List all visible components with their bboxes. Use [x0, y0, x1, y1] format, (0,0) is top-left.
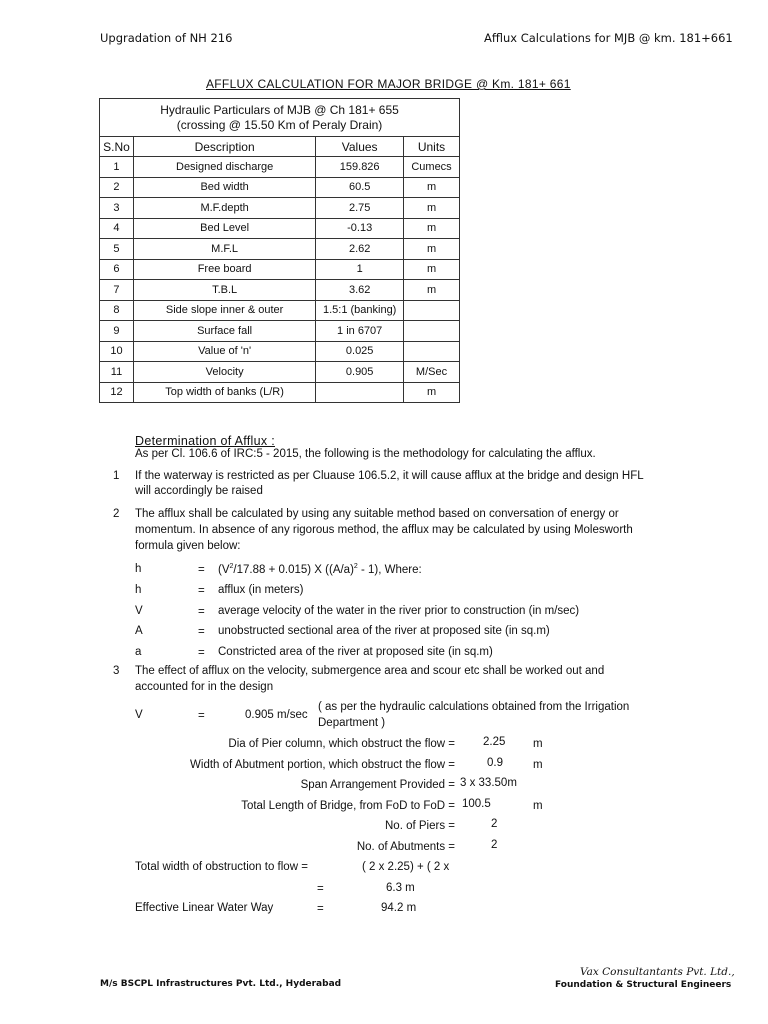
cell-value: 159.826	[316, 157, 404, 178]
item-value: 100.5	[462, 798, 491, 810]
item-label: No. of Piers =	[385, 820, 455, 832]
cell-value	[316, 382, 404, 403]
table-row	[100, 280, 460, 301]
table-row	[100, 239, 460, 260]
col-header-description: Description	[133, 137, 315, 157]
footer-client: M/s BSCPL Infrastructures Pvt. Ltd., Hyderabad	[100, 979, 342, 989]
velocity-note-line1: ( as per the hydraulic calculations obtained from the Irrigation	[318, 701, 630, 713]
cell-unit: m	[404, 177, 460, 198]
waterway-value: 94.2 m	[381, 902, 417, 914]
table-row	[100, 321, 460, 342]
cell-sno: 5	[100, 239, 134, 260]
definition-symbol: a	[135, 646, 142, 658]
obstruction-result-equals: =	[317, 883, 324, 895]
cell-description: Designed discharge	[133, 157, 315, 178]
obstruction-expression: ( 2 x 2.25) + ( 2 x	[362, 861, 450, 873]
cell-description: Bed width	[133, 177, 315, 198]
table-caption	[100, 99, 460, 137]
cell-description: T.B.L	[133, 280, 315, 301]
cell-sno: 12	[100, 382, 134, 403]
hydraulic-particulars-table	[99, 98, 460, 403]
cell-sno: 6	[100, 259, 134, 280]
formula-equals: =	[198, 564, 205, 576]
table-body	[100, 157, 460, 403]
item-label: Total Length of Bridge, from FoD to FoD =	[241, 800, 455, 812]
para-number-3: 3	[113, 665, 120, 677]
waterway-equals: =	[317, 903, 324, 915]
cell-sno: 11	[100, 362, 134, 383]
definition-symbol: A	[135, 625, 143, 637]
para-number-2: 2	[113, 508, 120, 520]
table-row	[100, 177, 460, 198]
item-unit: m	[533, 738, 543, 750]
cell-unit: M/Sec	[404, 362, 460, 383]
velocity-equals: =	[198, 710, 205, 722]
col-header-values: Values	[316, 137, 404, 157]
cell-value: 1	[316, 259, 404, 280]
item-unit: m	[533, 759, 543, 771]
table-header-row	[100, 137, 460, 157]
cell-value: 0.025	[316, 341, 404, 362]
definition-text: unobstructed sectional area of the river at proposed site (in sq.m)	[218, 625, 550, 637]
cell-description: Bed Level	[133, 218, 315, 239]
item-label: Span Arrangement Provided =	[300, 779, 455, 791]
cell-sno: 1	[100, 157, 134, 178]
definition-equals: =	[198, 626, 205, 638]
cell-value: 3.62	[316, 280, 404, 301]
cell-value: 1 in 6707	[316, 321, 404, 342]
item-label: Width of Abutment portion, which obstruct the flow =	[190, 759, 455, 771]
molesworth-formula: $(V^2/17.88 + 0.015)$ X $((A/a)^2 - 1)$, Where:	[218, 563, 422, 576]
definition-equals: =	[198, 606, 205, 618]
definition-symbol: V	[135, 605, 143, 617]
table-row	[100, 382, 460, 403]
cell-value: 1.5:1 (banking)	[316, 300, 404, 321]
cell-sno: 10	[100, 341, 134, 362]
item-value: 2	[491, 818, 498, 830]
item-value: 2.25	[483, 736, 506, 748]
cell-unit: m	[404, 259, 460, 280]
item-unit: m	[533, 800, 543, 812]
table-caption-line1: Hydraulic Particulars of MJB @ Ch 181+ 655	[160, 102, 399, 117]
para-3-line2: accounted for in the design	[135, 681, 274, 693]
formula-symbol: h	[135, 563, 142, 575]
cell-value: -0.13	[316, 218, 404, 239]
velocity-symbol: V	[135, 709, 143, 721]
table-row	[100, 218, 460, 239]
table-row	[100, 362, 460, 383]
definition-equals: =	[198, 647, 205, 659]
col-header-sno: S.No	[100, 137, 134, 157]
para-1-line1: If the waterway is restricted as per Cluause 106.5.2, it will cause afflux at the bridge and design HFL	[135, 470, 644, 482]
para-1-line2: will accordingly be raised	[135, 485, 263, 497]
item-label: Dia of Pier column, which obstruct the flow =	[228, 738, 455, 750]
definition-symbol: h	[135, 584, 142, 596]
cell-sno: 9	[100, 321, 134, 342]
cell-unit: m	[404, 218, 460, 239]
footer-consultant: Vax Consultantants Pvt. Ltd.,	[580, 966, 735, 978]
definition-equals: =	[198, 585, 205, 597]
cell-description: Side slope inner & outer	[133, 300, 315, 321]
cell-sno: 3	[100, 198, 134, 219]
cell-value: 2.62	[316, 239, 404, 260]
header-document: Afflux Calculations for MJB @ km. 181+661	[484, 31, 733, 45]
cell-value: 0.905	[316, 362, 404, 383]
cell-unit: m	[404, 382, 460, 403]
item-value: 0.9	[487, 757, 503, 769]
cell-unit: Cumecs	[404, 157, 460, 178]
item-value: 3 x 33.50m	[460, 777, 517, 789]
velocity-value: 0.905 m/sec	[245, 709, 308, 721]
cell-description: Top width of banks (L/R)	[133, 382, 315, 403]
cell-description: M.F.depth	[133, 198, 315, 219]
afflux-intro: As per Cl. 106.6 of IRC:5 - 2015, the following is the methodology for calculating the afflux.	[135, 448, 596, 460]
item-label: No. of Abutments =	[356, 841, 455, 853]
definition-text: Constricted area of the river at proposed site (in sq.m)	[218, 646, 493, 658]
para-2-line3: formula given below:	[135, 540, 241, 552]
table-row	[100, 198, 460, 219]
definition-text: afflux (in meters)	[218, 584, 304, 596]
definition-text: average velocity of the water in the river prior to construction (in m/sec)	[218, 605, 580, 617]
cell-unit: m	[404, 239, 460, 260]
cell-description: Velocity	[133, 362, 315, 383]
para-3-line1: The effect of afflux on the velocity, submergence area and scour etc shall be worked out and	[135, 665, 605, 677]
item-value: 2	[491, 839, 498, 851]
cell-sno: 8	[100, 300, 134, 321]
cell-description: M.F.L	[133, 239, 315, 260]
page-title: AFFLUX CALCULATION FOR MAJOR BRIDGE @ Km. 181+ 661	[206, 77, 571, 91]
cell-unit: m	[404, 280, 460, 301]
cell-sno: 4	[100, 218, 134, 239]
para-2-line1: The afflux shall be calculated by using any suitable method based on conversation of energy or	[135, 508, 619, 520]
obstruction-result: 6.3 m	[386, 882, 415, 894]
velocity-note-line2: Department )	[318, 717, 386, 729]
header-project: Upgradation of NH 216	[100, 31, 233, 45]
cell-unit: m	[404, 198, 460, 219]
obstruction-label: Total width of obstruction to flow =	[135, 861, 308, 873]
table-row	[100, 157, 460, 178]
cell-value: 2.75	[316, 198, 404, 219]
cell-unit	[404, 341, 460, 362]
table-row	[100, 300, 460, 321]
cell-unit	[404, 321, 460, 342]
table-caption-line2: (crossing @ 15.50 Km of Peraly Drain)	[176, 117, 383, 132]
cell-description: Value of 'n'	[133, 341, 315, 362]
col-header-units: Units	[404, 137, 460, 157]
cell-sno: 2	[100, 177, 134, 198]
waterway-label: Effective Linear Water Way	[135, 902, 274, 914]
cell-unit	[404, 300, 460, 321]
cell-value: 60.5	[316, 177, 404, 198]
cell-sno: 7	[100, 280, 134, 301]
table-row	[100, 259, 460, 280]
cell-description: Surface fall	[133, 321, 315, 342]
cell-description: Free board	[133, 259, 315, 280]
para-2-line2: momentum. In absence of any rigorous method, the afflux may be calculated by using Molesworth	[135, 524, 633, 536]
table-row	[100, 341, 460, 362]
section-heading-afflux: Determination of Afflux :	[135, 434, 275, 448]
para-number-1: 1	[113, 470, 120, 482]
footer-consultant-tagline: Foundation & Structural Engineers	[555, 980, 732, 990]
